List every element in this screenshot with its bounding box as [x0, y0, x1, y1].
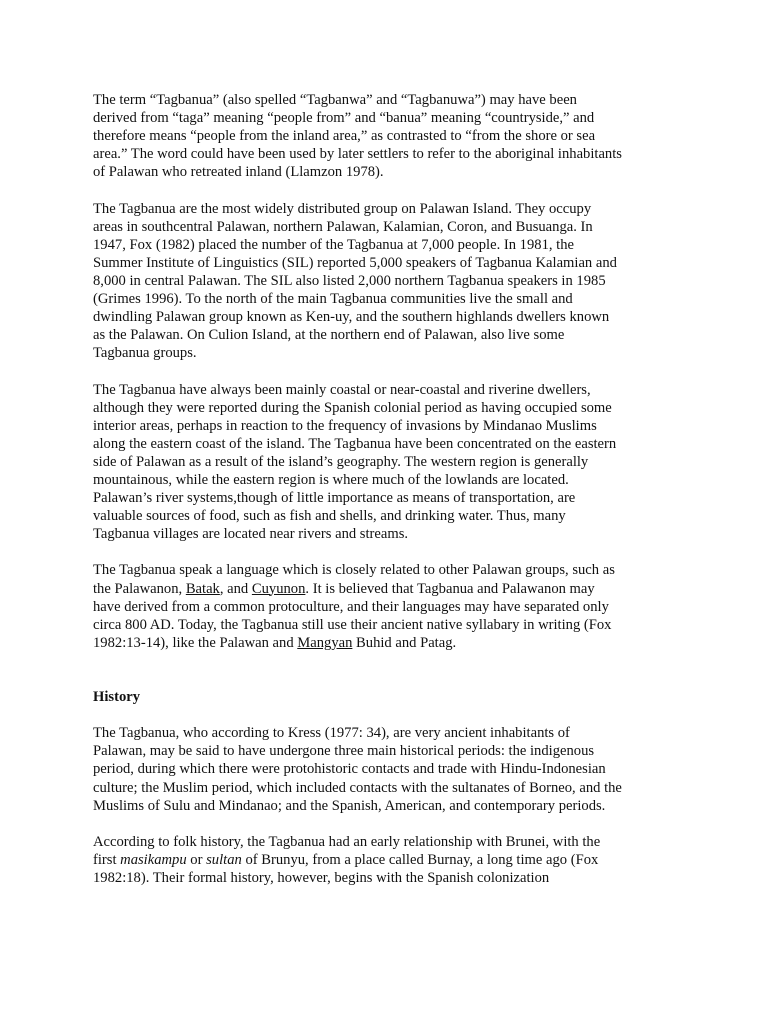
paragraph-distribution: The Tagbanua are the most widely distributed group on Palawan Island. They occupy areas in southcentral Palawan, northern Palawan, Kalamian, Coron, and Busuanga. In 1947, Fox (1982) placed the number of the Tagbanua at 7,000 people. In 1981, the Summer Institute of Linguistics (SIL) reported 5,000 speakers of Tagbanua Kalamian and 8,000 in central Palawan. The SIL also listed 2,000 northern Tagbanua speakers in 1985 (Grimes 1996). To the north of the main Tagbanua communities live the small and dwindling Palawan group known as Ken-uy, and the southern highlands dwellers known as the Palawan. On Culion Island, at the northern end of Palawan, also live some Tagbanua groups.: [93, 200, 617, 362]
batak-link[interactable]: Batak: [185, 580, 220, 597]
text-segment: Buhid and Patag.: [352, 634, 457, 651]
paragraph-geography: The Tagbanua have always been mainly coastal or near-coastal and riverine dwellers, although they were reported during the Spanish colonial period as having occupied some interior areas, perhaps in reaction to the frequency of invasions by Mindanao Muslims along the eastern coast of the island. The Tagbanua have been concentrated on the eastern side of Palawan as a result of the island’s geography. The western region is generally mountainous, while the eastern region is where much of the lowlands are located. Palawan’s river systems,though of little importance as means of transportation, are valuable sources of food, such as fish and shells, and drinking water. Thus, many Tagbanua villages are located near rivers and streams.: [93, 381, 617, 543]
cuyunon-link[interactable]: Cuyunon: [251, 580, 306, 597]
text-segment: or: [186, 851, 207, 868]
paragraph-etymology: The term “Tagbanua” (also spelled “Tagbanwa” and “Tagbanuwa”) may have been derived from “taga” meaning “people from” and “banua” meaning “countryside,” and therefore means “people from the inland area,” as contrasted to “from the shore or sea area.” The word could have been used by later settlers to refer to the aboriginal inhabitants of Palawan who retreated inland (Llamzon 1978).: [93, 92, 622, 181]
text-segment: of Brunyu, from a place called Burnay, a long time ago (Fox 1982:18). Their formal history, however, begins with the Spanish colonization: [93, 851, 599, 887]
document-page: [93, 91, 623, 905]
text-segment: According to folk history, the Tagbanua had an early relationship with Brunei, with the first: [93, 833, 601, 868]
text-segment: The Tagbanua speak a language which is closely related to other Palawan groups, such as the Palawanon,: [93, 562, 615, 597]
paragraph-language: [93, 561, 623, 651]
text-segment: . It is believed that Tagbanua and Palawanon may have derived from a common protoculture, and their languages may have separated only circa 800 AD. Today, the Tagbanua still use their ancient native syllabary in writing (Fox 1982:13-14), like the Palawan and: [93, 580, 612, 651]
paragraph-historical-periods: The Tagbanua, who according to Kress (1977: 34), are very ancient inhabitants of Palawan, may be said to have undergone three main historical periods: the indigenous period, during which there were protohistoric contacts and trade with Hindu-Indonesian culture; the Muslim period, which included contacts with the sultanates of Borneo, and the Muslims of Sulu and Mindanao; and the Spanish, American, and contemporary periods.: [93, 725, 622, 814]
text-segment: , and: [219, 580, 252, 597]
blank-line: [93, 670, 623, 688]
paragraph-folk-history: [93, 833, 623, 887]
emphasis-term: sultan: [206, 851, 242, 868]
emphasis-term: masikampu: [120, 851, 187, 868]
mangyan-link[interactable]: Mangyan: [297, 634, 353, 651]
heading-history: History: [93, 689, 141, 706]
